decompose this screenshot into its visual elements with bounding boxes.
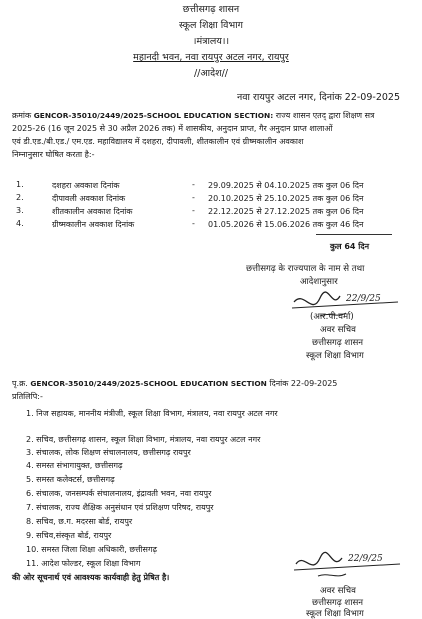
cc-reference [12,378,337,390]
holiday-no: 1. [16,180,24,189]
header-ministry: ।मंत्रालय।। [192,36,230,47]
signature1-date: 22/9/25 [346,294,381,304]
signature1-name: (आर.पी.वर्मा) [310,312,354,322]
holiday-range: 01.05.2026 से 15.06.2026 तक कुल 46 दिन [208,220,364,229]
order-number: GENCOR-35010/2449/2025-SCHOOL EDUCATION SECTION: [33,111,274,120]
cc-item: 7. संचालक, राज्य शैक्षिक अनुसंधान एवं प्रशिक्षण परिषद, रायपुर [26,503,214,512]
signature2-designation: अवर सचिव [320,586,356,596]
header-address: महानदी भवन, नवा रायपुर अटल नगर, रायपुर [133,52,289,63]
holiday-range: 22.12.2025 से 27.12.2025 तक कुल 06 दिन [208,207,364,216]
cc-item: 4. समस्त संभागायुक्त, छत्तीसगढ़ [26,461,123,470]
body-line-4: निम्नानुसार घोषित करता है:- [12,150,95,159]
cc-ref-prefix: पृ.क्र. [12,379,28,388]
cc-ref-number: GENCOR-35010/2449/2025-SCHOOL EDUCATION SECTION [30,379,267,388]
cc-item: 2. सचिव, छत्तीसगढ़ शासन, स्कूल शिक्षा विभाग, मंत्रालय, नवा रायपुर अटल नगर [26,435,261,444]
body-line-1: राज्य शासन एतद् द्वारा शिक्षण सत्र [275,111,375,120]
cc-item: 8. सचिव, छ.ग. मदरसा बोर्ड, रायपुर [26,517,133,526]
holiday-dash: - [192,206,195,215]
holiday-name: ग्रीष्मकालीन अवकाश दिनांक [52,220,135,229]
signature2-dept: स्कूल शिक्षा विभाग [306,609,364,619]
holiday-dash: - [192,219,195,228]
order-number-prefix: क्रमांक [12,111,32,120]
cc-item: 9. सचिव,संस्कृत बोर्ड, रायपुर [26,531,112,540]
cc-item: 3. संचालक, लोक शिक्षण संचालनालय, छत्तीसगढ़ रायपुर [26,448,191,457]
cc-item: 11. आदेश फोल्डर, स्कूल शिक्षा विभाग [26,559,141,568]
place-date: नवा रायपुर अटल नगर, दिनांक 22-09-2025 [236,92,400,103]
cc-item: 6. संचालक, जनसम्पर्क संचालनालय, इंद्रावती भवन, नवा रायपुर [26,489,212,498]
holiday-dash: - [192,193,195,202]
body-line-2: 2025-26 (16 जून 2025 से 30 अप्रैल 2026 तक) में शासकीय, अनुदान प्राप्त, गैर अनुदान प्राप्त शालाओं [12,124,333,133]
signature1-gov: छत्तीसगढ़ शासन [312,338,364,348]
holiday-range: 20.10.2025 से 25.10.2025 तक कुल 06 दिन [208,194,364,203]
signature1-line2: आदेशानुसार [300,277,338,287]
signature1-designation: अवर सचिव [320,325,356,335]
cc-item: 1. निज सहायक, माननीय मंत्रीजी, स्कूल शिक्षा विभाग, मंत्रालय, नवा रायपुर अटल नगर [26,409,278,418]
signature1-line1: छत्तीसगढ़ के राज्यपाल के नाम से तथा [246,264,365,274]
holiday-name: शीतकालीन अवकाश दिनांक [52,207,133,216]
signature2-scribble [292,546,402,582]
total-days: कुल 64 दिन [330,242,370,251]
signature1-dept: स्कूल शिक्षा विभाग [306,351,364,361]
holiday-dash: - [192,180,195,189]
holiday-range: 29.09.2025 से 04.10.2025 तक कुल 06 दिन [208,181,364,190]
signature2-gov: छत्तीसगढ़ शासन [312,598,364,608]
total-divider [316,234,392,235]
cc-item: 5. समस्त कलेक्टर्स, छत्तीसगढ़ [26,475,115,484]
holiday-no: 2. [16,193,24,202]
header-dept: स्कूल शिक्षा विभाग [179,20,243,31]
holiday-no: 3. [16,206,24,215]
signature2-date: 22/9/25 [348,554,383,564]
body-line-3: एवं डी.एड./बी.एड./ एम.एड. महाविद्यालय में दशहरा, दीपावली, शीतकालीन एवं ग्रीष्मकालीन अवकाश [12,137,304,146]
holiday-no: 4. [16,219,24,228]
holiday-name: दीपावली अवकाश दिनांक [52,194,126,203]
cc-ref-date: दिनांक 22-09-2025 [269,379,338,388]
order-number-line [12,110,374,122]
cc-closing: की ओर सूचनार्थ एवं आवश्यक कार्यवाही हेतु प्रेषित है। [12,573,170,582]
cc-heading: प्रतिलिपि:- [12,392,43,401]
header-gov: छत्तीसगढ़ शासन [182,4,240,15]
holiday-name: दशहरा अवकाश दिनांक [52,181,120,190]
header-order: //आदेश// [193,68,229,79]
cc-item: 10. समस्त जिला शिक्षा अधिकारी, छत्तीसगढ़ [26,545,157,554]
